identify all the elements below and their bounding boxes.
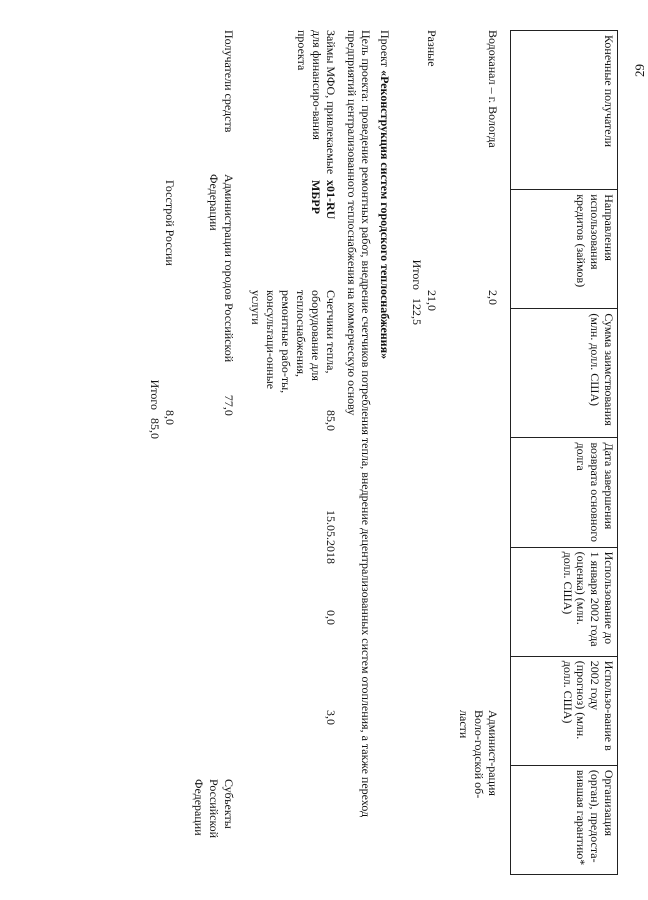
loan-amount: 85,0 [324, 410, 339, 431]
loan-code: х01-RU [324, 180, 339, 220]
table-row [457, 30, 500, 875]
amount-cell: 2,0 [486, 290, 500, 305]
recipients-label: Получатели средств [222, 30, 237, 133]
table-row [424, 30, 438, 875]
page-number: 29 [632, 64, 647, 77]
recipient-cell: Водоканал – г. Вологда [486, 30, 500, 148]
recipients-row [191, 30, 236, 875]
header-date: Дата завершения возврата основного долга [511, 438, 618, 547]
header-recipients: Конечные получатели [511, 31, 618, 190]
recipient-cell [410, 30, 424, 180]
total-label: Итого [410, 259, 425, 290]
header-amount: Сумма заимствования (млн. долл. США) [511, 309, 618, 438]
recipient-amount: 8,0 [163, 410, 178, 425]
recipient-guarantor: Субъекты Российской Федерации [192, 778, 237, 839]
loan-date: 15.05.2018 [324, 510, 339, 564]
total-amount: 122,5 [410, 298, 425, 325]
loan-row [248, 30, 338, 875]
header-guarantor: Организация (орган), предоста-вившая гарантию* [511, 765, 618, 874]
recipient-name: Госстрой России [163, 180, 178, 266]
project-name: «Реконструкция систем городского теплоснабжения» [378, 70, 393, 360]
recipients-row [162, 30, 177, 875]
header-table [510, 30, 618, 875]
project-prefix: Проект [378, 30, 393, 68]
guarantor-cell: Админист-рация Воло-годской об-ласти [457, 710, 500, 799]
loan-direction: Счетчики тепла, оборудование для теплоснабжения, ремонтные рабо-ты, консультаци-онные услуги [249, 290, 339, 394]
project-goal: Цель проекта: проведение ремонтных работ, внедрение счетчиков потребления тепла, внедрение децентрализованных систем отопления, а также переход предприятий централизованного теплоснабжения на коммерческую основу [344, 30, 374, 818]
loan-used-before: 0,0 [324, 610, 339, 625]
recipient-amount: 77,0 [222, 394, 237, 416]
recipient-total-amount: 85,0 [148, 418, 163, 439]
header-used-before: Использование до 1 января 2002 года (оценка) (млн. долл. США) [511, 547, 618, 656]
recipient-name: Администрации городов Российской Федерации [207, 174, 237, 363]
header-directions: Направления использования кредитов (займов) [511, 190, 618, 309]
loans-label: Займы МФО, привлекаемые для финансиро-вания проекта [295, 30, 339, 175]
direction-cell [424, 180, 438, 290]
recipient-total-label: Итого [148, 379, 163, 410]
amount-cell: 21,0 [424, 290, 439, 311]
used-before-cell [457, 510, 500, 610]
loan-used-2002: 3,0 [324, 710, 339, 725]
recipient-cell: Разные [424, 30, 439, 67]
date-cell [457, 410, 500, 510]
header-used-2002: Использо-вание в 2002 году (прогноз) (млн. долл. США) [511, 656, 618, 765]
recipients-total-row [147, 30, 162, 875]
loan-org: МБРР [309, 180, 324, 214]
used-2002-cell [457, 610, 500, 710]
direction-cell [457, 180, 500, 290]
table-row [410, 30, 424, 875]
project-title [377, 30, 392, 875]
